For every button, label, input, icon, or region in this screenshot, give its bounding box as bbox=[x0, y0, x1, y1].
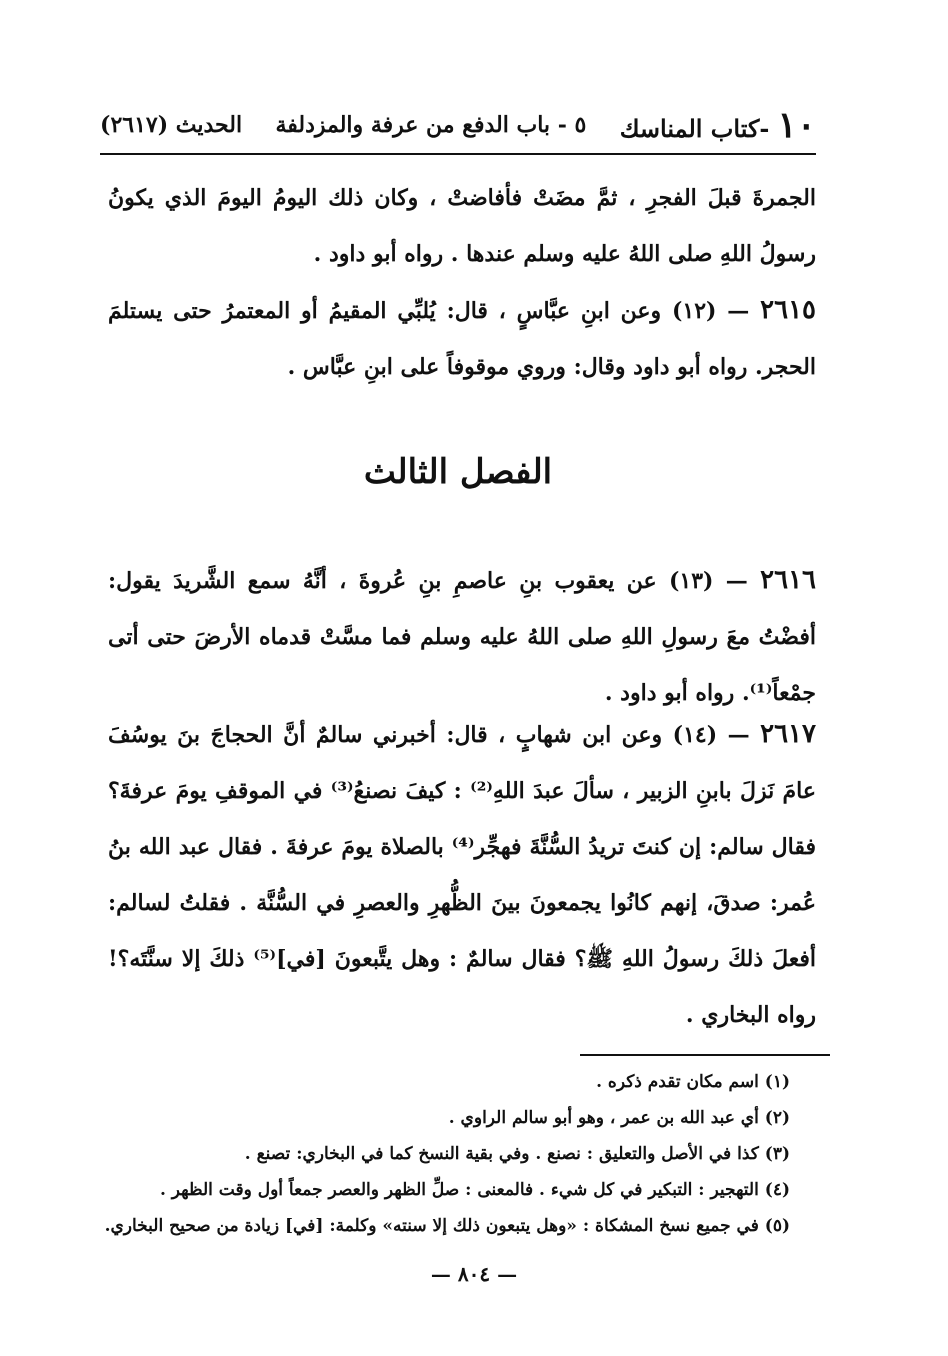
hadith-2615 bbox=[108, 282, 816, 395]
hadith-number: ٢٦١٥ bbox=[760, 295, 816, 325]
paragraph-continuation bbox=[108, 170, 816, 282]
footnotes bbox=[100, 1064, 790, 1244]
chapter-heading bbox=[620, 104, 816, 146]
hadith-number: ٢٦١٧ bbox=[760, 719, 816, 749]
hadith-2616 bbox=[108, 552, 816, 721]
header-rule bbox=[100, 153, 816, 155]
hadith-number: ٢٦١٦ bbox=[760, 565, 816, 595]
hadith-reference: الحديث (٢٦١٧) bbox=[100, 112, 243, 138]
hadith-text: — (١٤) وعن ابن شهابٍ ، قال: أخبرني سالمٌ أنَّ الحجاجَ بنَ يوسُفَ عامَ نَزلَ بابنِ الزبير ، سألَ عبدَ اللهِ⁽²⁾ : كيفَ نصنعُ⁽³⁾ في الموقفِ يومَ عرفةَ؟ فقال سالم: إن كنتَ تريدُ السُّنَّةَ فهجِّر⁽⁴⁾ بالصلاة يومَ عرفةَ . فقال عبد الله بنُ عُمر: صدقَ، إنهم كانُوا يجمعونَ بينَ الظُّهرِ والعصرِ في السُّنَّة . فقلتُ لسالم: أفعلَ ذلكَ رسولُ اللهِ ﷺ؟ فقال سالمٌ : وهل يتَّبعونَ [في]⁽⁵⁾ ذلكَ إلا سنَّتَه؟! رواه البخاري . bbox=[108, 722, 817, 1028]
footnote-rule bbox=[580, 1054, 830, 1056]
chapter-name: -كتاب المناسك bbox=[619, 114, 770, 143]
page-number: — ٨٠٤ — bbox=[430, 1262, 518, 1286]
running-header bbox=[100, 100, 816, 150]
paragraph-text: الجمرةَ قبلَ الفجرِ ، ثمَّ مضَتْ فأفاضتْ ، وكان ذلك اليومُ اليومَ الذي يكونُ رسولُ اللهِ صلى اللهُ عليه وسلم عندها . رواه أبو داود . bbox=[108, 185, 816, 267]
footnote-4: (٤) التهجير : التبكير في كل شيء . فالمعنى : صلِّ الظهر والعصر جمعاً أول وقت الظهر . bbox=[159, 1180, 790, 1200]
hadith-text: — (١٢) وعن ابنِ عبَّاسٍ ، قال: يُلبِّي المقيمُ أو المعتمرُ حتى يستلمَ الحجر. رواه أبو داود وقال: وروي موقوفاً على ابنِ عبَّاس . bbox=[108, 298, 816, 380]
chapter-number: ١٠ bbox=[777, 104, 816, 146]
footnote-3: (٣) كذا في الأصل والتعليق : نصنع . وفي بقية النسخ كما في البخاري: تصنع . bbox=[244, 1144, 790, 1164]
hadith-2617 bbox=[108, 706, 816, 1043]
footnote-1: (١) اسم مكان تقدم ذكره . bbox=[596, 1072, 790, 1092]
hadith-text: — (١٣) عن يعقوب بنِ عاصمِ بنِ عُروةَ ، أنَّهُ سمع الشَّريدَ يقول: أفضْتُ معَ رسولِ اللهِ صلى اللهُ عليه وسلم فما مسَّتْ قدماه الأرضَ حتى أتى جمْعاً⁽¹⁾. رواه أبو داود . bbox=[108, 568, 816, 706]
bab-heading: ٥ - باب الدفع من عرفة والمزدلفة bbox=[275, 112, 587, 138]
footnote-2: (٢) أي عبد الله بن عمر ، وهو أبو سالم الراوي . bbox=[448, 1108, 790, 1128]
footnote-5: (٥) في جميع نسخ المشكاة : «وهل يتبعون ذلك إلا سنته» وكلمة: [في] زيادة من صحيح البخاري. bbox=[104, 1216, 790, 1236]
section-title: الفصل الثالث bbox=[363, 452, 553, 492]
